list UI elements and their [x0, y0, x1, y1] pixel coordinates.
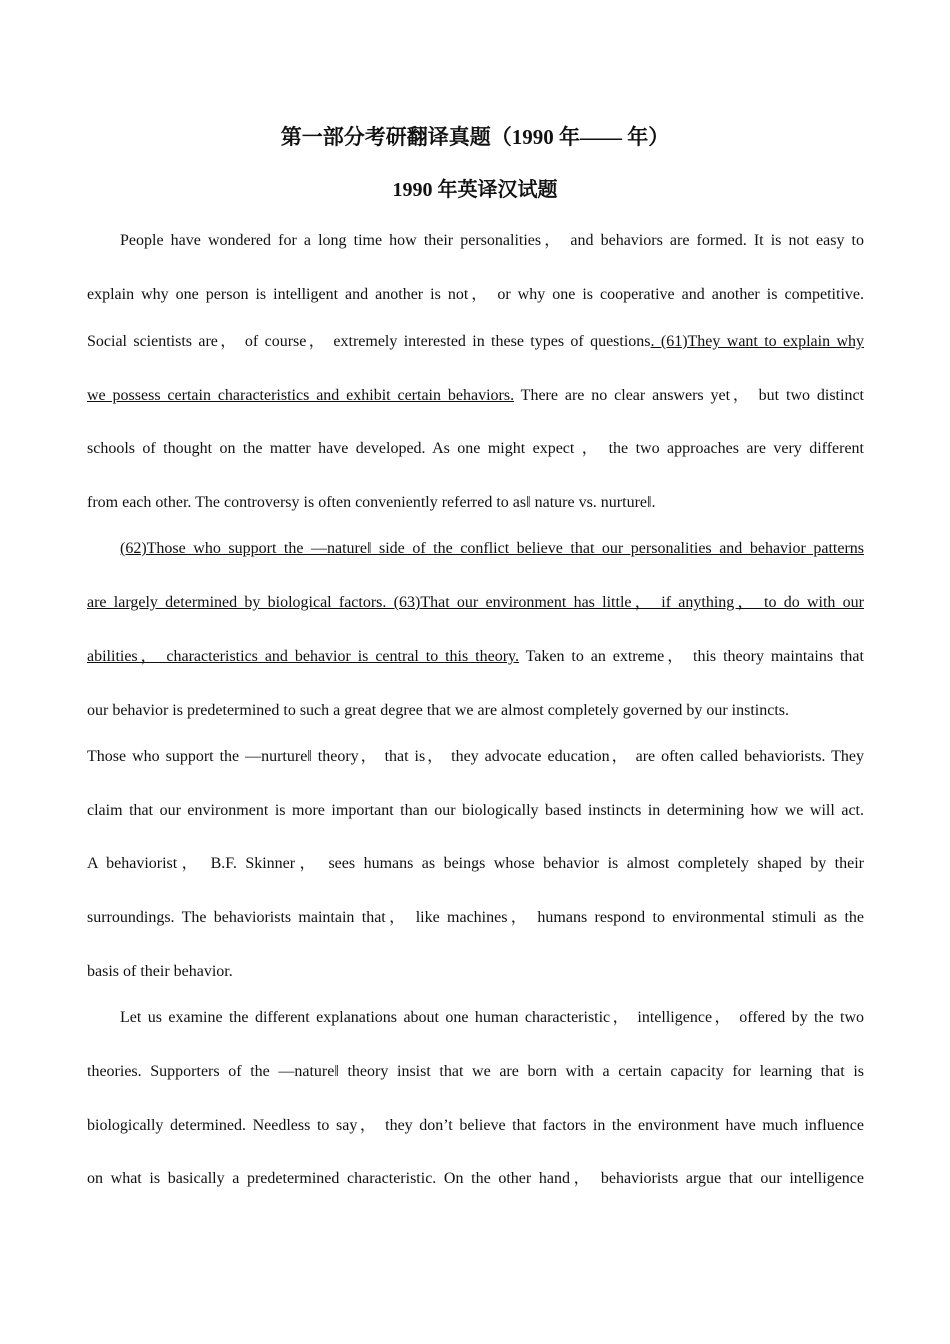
- paragraph-line: [87, 801, 864, 821]
- text-segment: schools of thought on the matter have developed. As one might expect ， the two approaches are very different: [87, 440, 864, 457]
- paragraph-line: [87, 701, 864, 721]
- section-heading: 1990 年英译汉试题: [392, 179, 558, 201]
- underlined-sentence: we possess certain characteristics and exhibit certain behaviors.: [87, 387, 515, 404]
- text-segment: our behavior is predetermined to such a great degree that we are almost completely governed by our instincts.: [87, 702, 789, 719]
- paragraph-line: [120, 1008, 864, 1028]
- paragraph-line: [87, 386, 864, 406]
- paragraph-line: [87, 908, 864, 928]
- paragraph-line: [87, 1169, 864, 1189]
- paragraph-line: [120, 231, 864, 251]
- page-title: 第一部分考研翻译真题（1990 年—— 年）: [280, 125, 670, 149]
- text-segment: Those who support the —nurture‖ theory， that is， they advocate education， are often called behaviorists. They: [87, 748, 864, 765]
- paragraph-line: [87, 439, 864, 459]
- paragraph-line: [87, 285, 864, 305]
- text-segment: claim that our environment is more important than our biologically based instincts in determining how we will act.: [87, 802, 864, 819]
- paragraph-line: [87, 1062, 864, 1082]
- text-segment: explain why one person is intelligent and another is not， or why one is cooperative and another is competitive.: [87, 286, 864, 303]
- text-segment: basis of their behavior.: [87, 963, 233, 980]
- underlined-sentence: (62)Those who support the —nature‖ side of the conflict believe that our personalities and behavior patterns: [120, 540, 864, 557]
- text-segment: There are no clear answers yet， but two distinct: [514, 387, 864, 404]
- paragraph-line: [120, 539, 864, 559]
- paragraph-line: [87, 1116, 864, 1136]
- paragraph-line: [87, 593, 864, 613]
- paragraph-line: [87, 854, 864, 874]
- text-segment: Taken to an extreme， this theory maintains that: [518, 648, 864, 665]
- paragraph-line: [87, 332, 864, 352]
- text-segment: on what is basically a predetermined characteristic. On the other hand， behaviorists argue that our intelligence: [87, 1170, 864, 1187]
- underlined-sentence: are largely determined by biological factors. (63)That our environment has little， if anything， to do with our: [87, 594, 864, 611]
- text-segment: surroundings. The behaviorists maintain that， like machines， humans respond to environmental stimuli as the: [87, 909, 865, 926]
- text-segment: Let us examine the different explanations about one human characteristic， intelligence， offered by the two: [120, 1009, 864, 1026]
- underlined-sentence: abilities， characteristics and behavior is central to this theory.: [87, 648, 519, 665]
- text-segment: A behaviorist， B.F. Skinner， sees humans as beings whose behavior is almost completely shaped by their: [87, 855, 865, 872]
- text-segment: from each other. The controversy is often conveniently referred to as‖ nature vs. nurture‖.: [87, 494, 656, 511]
- paragraph-line: [87, 747, 864, 767]
- paragraph-line: [87, 493, 864, 513]
- paragraph-line: [87, 647, 864, 667]
- text-segment: Social scientists are， of course， extremely interested in these types of questions: [87, 333, 651, 350]
- text-segment: People have wondered for a long time how their personalities， and behaviors are formed. It is not easy to: [120, 232, 864, 249]
- underlined-sentence: . (61)They want to explain why: [650, 333, 864, 350]
- text-segment: theories. Supporters of the —nature‖ theory insist that we are born with a certain capacity for learning that is: [87, 1063, 864, 1080]
- paragraph-line: [87, 962, 864, 982]
- text-segment: biologically determined. Needless to say， they don’t believe that factors in the environment have much influence: [87, 1117, 864, 1134]
